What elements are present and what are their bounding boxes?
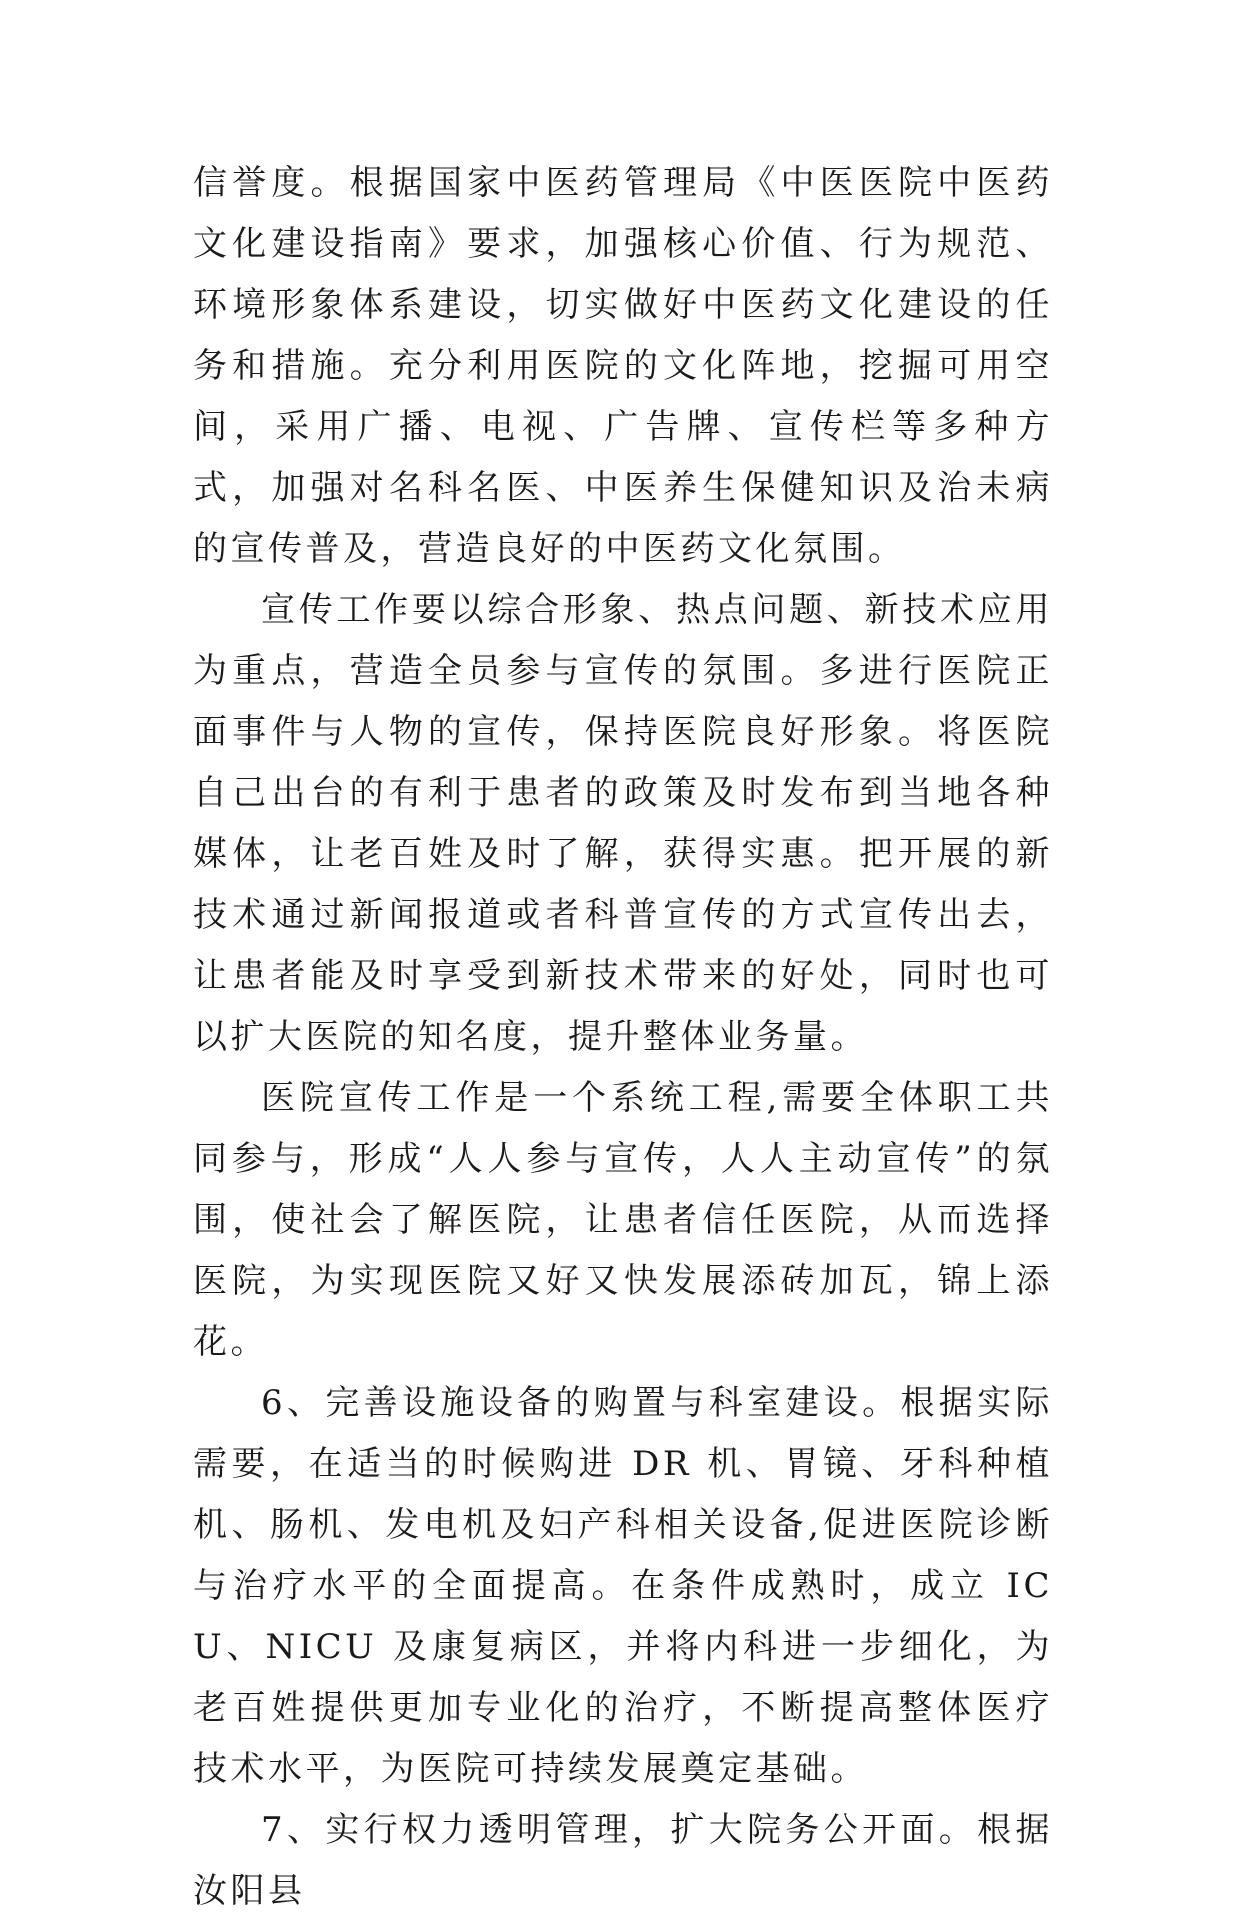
paragraph-publicity-system: 医院宣传工作是一个系统工程,需要全体职工共同参与，形成“人人参与宣传，人人主动宣传”的氛围，使社会了解医院，让患者信任医院，从而选择医院，为实现医院又好又快发展添砖加瓦，锦上添花。: [193, 1078, 1053, 1362]
paragraph-publicity-focus: 宣传工作要以综合形象、热点问题、新技术应用为重点，营造全员参与宣传的氛围。多进行医院正面事件与人物的宣传，保持医院良好形象。将医院自己出台的有利于患者的政策及时发布到当地各种媒体，让老百姓及时了解，获得实惠。把开展的新技术通过新闻报道或者科普宣传的方式宣传出去，让患者能及时享受到新技术带来的好处，同时也可以扩大医院的知名度，提升整体业务量。: [193, 590, 1053, 1057]
document-body: [193, 153, 1053, 1922]
paragraph-item-7-transparency: 7、实行权力透明管理，扩大院务公开面。根据汝阳县: [193, 1810, 1053, 1911]
paragraph-continuation: 信誉度。根据国家中医药管理局《中医医院中医药文化建设指南》要求，加强核心价值、行为规范、环境形象体系建设，切实做好中医药文化建设的任务和措施。充分利用医院的文化阵地，挖掘可用空间，采用广播、电视、广告牌、宣传栏等多种方式，加强对名科名医、中医养生保健知识及治未病的宣传普及，营造良好的中医药文化氛围。: [193, 163, 1053, 569]
paragraph-item-6-equipment: 6、完善设施设备的购置与科室建设。根据实际需要，在适当的时候购进 DR 机、胃镜、牙科种植机、肠机、发电机及妇产科相关设备,促进医院诊断与治疗水平的全面提高。在条件成熟时，成立 ICU、NICU 及康复病区，并将内科进一步细化，为老百姓提供更加专业化的治疗，不断提高整体医疗技术水平，为医院可持续发展奠定基础。: [193, 1383, 1053, 1789]
